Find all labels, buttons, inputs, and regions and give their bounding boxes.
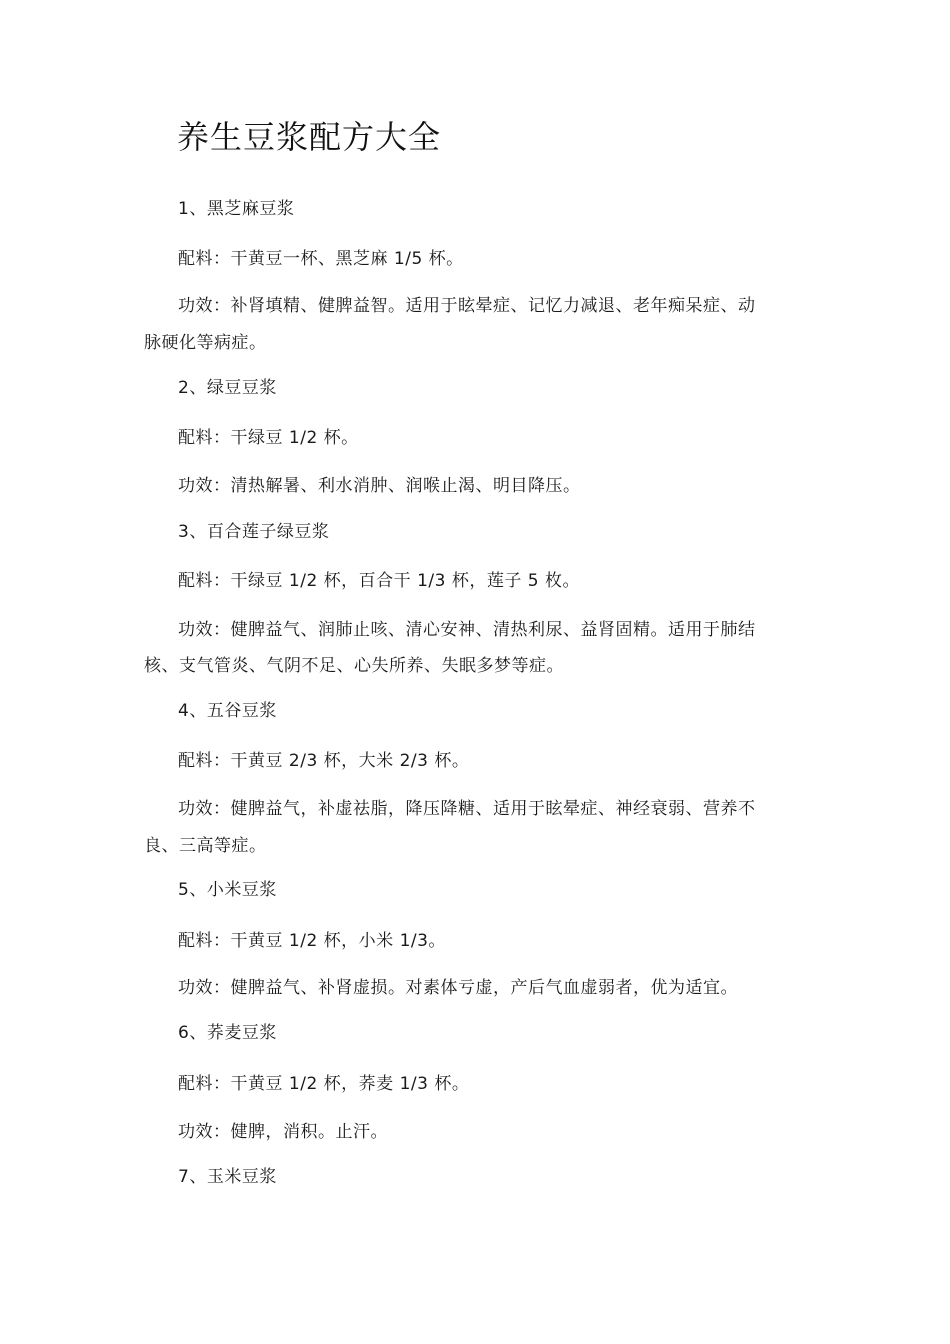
recipe-effect-continued: 核、支气管炎、气阴不足、心失所养、失眠多梦等症。 <box>144 656 564 676</box>
recipe-effect: 功效：健脾益气、润肺止咳、清心安神、清热利尿、益肾固精。适用于肺结 <box>178 620 756 640</box>
recipe-ingredients: 配料：干黄豆 1/2 杯，荞麦 1/3 杯。 <box>178 1074 470 1094</box>
recipe-heading: 3、百合莲子绿豆浆 <box>178 522 330 542</box>
recipe-effect-continued: 良、三高等症。 <box>144 836 267 856</box>
recipe-heading: 1、黑芝麻豆浆 <box>178 199 295 219</box>
recipe-effect: 功效：健脾益气，补虚祛脂，降压降糖、适用于眩晕症、神经衰弱、营养不 <box>178 799 756 819</box>
recipe-heading: 5、小米豆浆 <box>178 880 277 900</box>
recipe-ingredients: 配料：干黄豆 1/2 杯，小米 1/3。 <box>178 931 446 951</box>
recipe-heading: 2、绿豆豆浆 <box>178 378 277 398</box>
recipe-ingredients: 配料：干绿豆 1/2 杯，百合干 1/3 杯，莲子 5 枚。 <box>178 571 580 591</box>
recipe-heading: 7、玉米豆浆 <box>178 1167 277 1187</box>
recipe-effect: 功效：健脾，消积。止汗。 <box>178 1122 388 1142</box>
document-title: 养生豆浆配方大全 <box>177 118 442 156</box>
recipe-ingredients: 配料：干绿豆 1/2 杯。 <box>178 428 359 448</box>
recipe-effect: 功效：清热解暑、利水消肿、润喉止渴、明目降压。 <box>178 476 581 496</box>
recipe-effect: 功效：补肾填精、健脾益智。适用于眩晕症、记忆力减退、老年痴呆症、动 <box>178 296 756 316</box>
recipe-heading: 6、荞麦豆浆 <box>178 1023 277 1043</box>
recipe-effect-continued: 脉硬化等病症。 <box>144 333 267 353</box>
recipe-effect: 功效：健脾益气、补肾虚损。对素体亏虚，产后气血虚弱者，优为适宜。 <box>178 978 738 998</box>
recipe-ingredients: 配料：干黄豆 2/3 杯，大米 2/3 杯。 <box>178 751 470 771</box>
recipe-heading: 4、五谷豆浆 <box>178 701 277 721</box>
recipe-ingredients: 配料：干黄豆一杯、黑芝麻 1/5 杯。 <box>178 249 464 269</box>
